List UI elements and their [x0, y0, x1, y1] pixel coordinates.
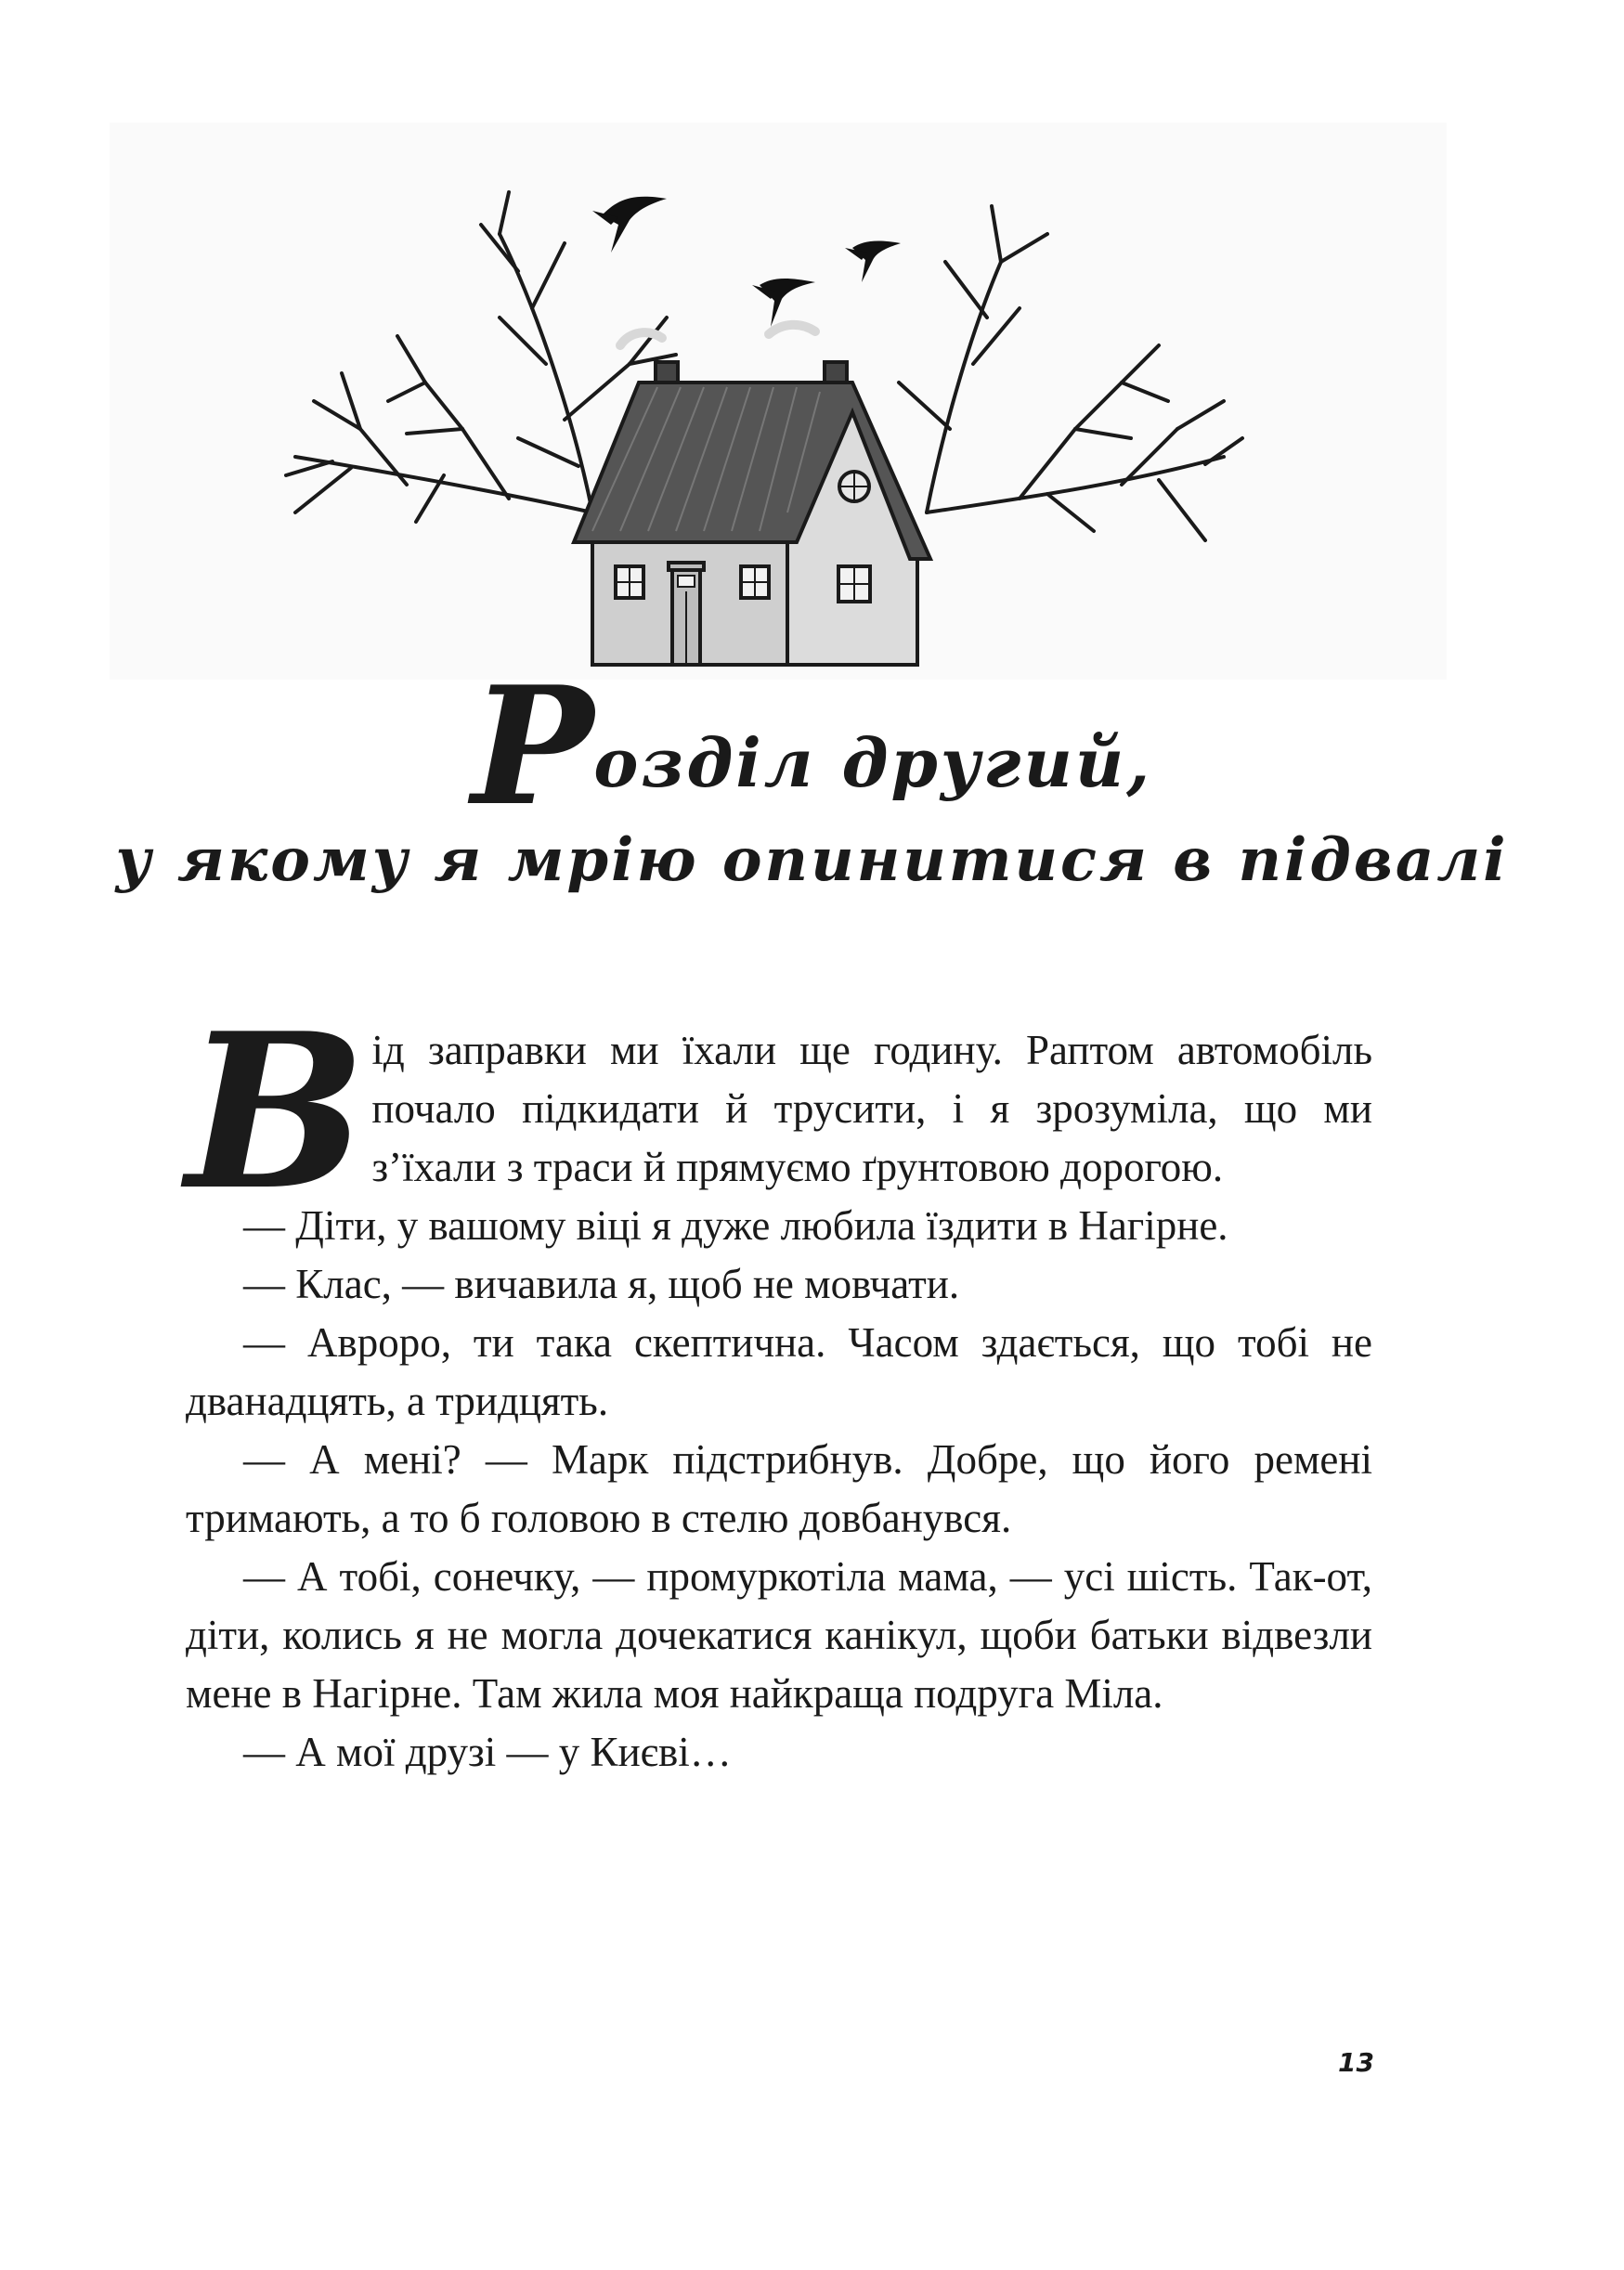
page-number: 13 — [1338, 2047, 1374, 2078]
body-text — [186, 987, 1372, 1782]
paragraph: — А мені? — Марк підстрибнув. Добре, що його ремені тримають, а то б головою в стелю довбанувся. — [186, 1436, 1372, 1541]
chapter-title-initial: Р — [471, 652, 594, 842]
house-with-trees-illustration — [110, 123, 1447, 680]
chapter-heading — [0, 652, 1624, 907]
house-icon — [574, 362, 930, 665]
paragraph: — А тобі, сонечку, — промуркотіла мама, — усі шість. Так-от, діти, колись я не могла дочекатися канікул, щоби батьки відвезли мене в Нагірне. Там жила моя найкраща подруга Міла. — [186, 1553, 1372, 1717]
chapter-title-rest: озділ другий, — [593, 723, 1153, 802]
bird-icon — [845, 241, 901, 282]
drop-cap: В — [186, 987, 367, 1238]
paragraph: — А мої друзі — у Києві… — [243, 1729, 732, 1775]
paragraph: — Авроро, ти така скептична. Часом здається, що тобі не дванадцять, а тридцять. — [186, 1319, 1372, 1424]
paragraph: — Діти, у вашому віці я дуже любила їздити в Нагірне. — [243, 1202, 1228, 1249]
chapter-illustration — [110, 123, 1447, 680]
chapter-title — [471, 652, 1153, 842]
smoke-icon — [769, 325, 815, 334]
bird-icon — [752, 279, 815, 327]
paragraph: — Клас, — вичавила я, щоб не мовчати. — [243, 1261, 960, 1307]
paragraph-text: ід заправки ми їхали ще годину. Раптом автомобіль почало підкидати й трусити, і я зрозуміла, що ми з’їхали з траси й прямуємо ґрунтовою дорогою. — [371, 1027, 1372, 1190]
chapter-subtitle: у якому я мрію опинитися в підвалі — [115, 825, 1509, 895]
bird-icon — [592, 197, 667, 253]
smoke-icon — [620, 332, 662, 345]
right-tree-icon — [899, 206, 1242, 540]
